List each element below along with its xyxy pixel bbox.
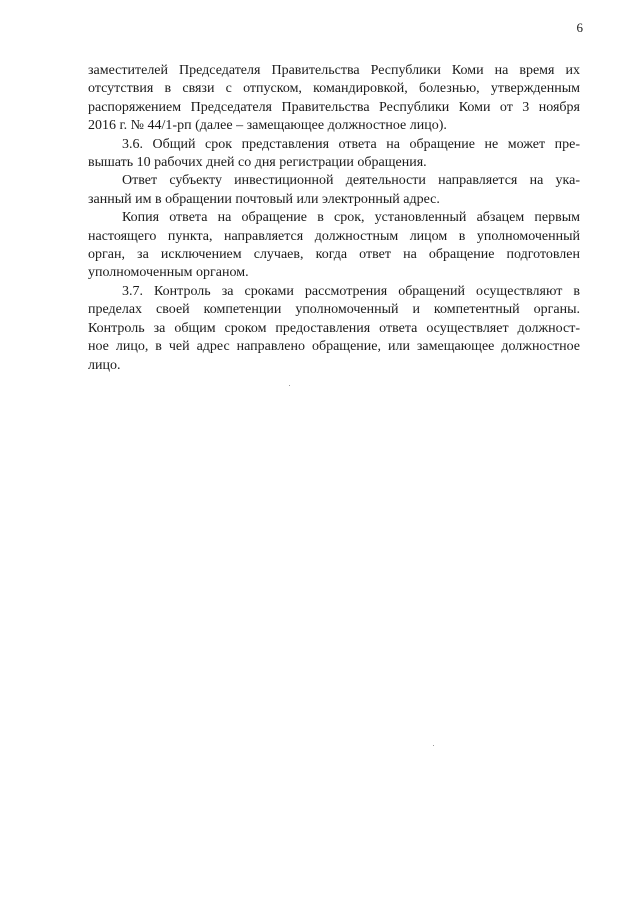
text-line: лицо.: [88, 357, 121, 373]
document-body: [88, 62, 580, 375]
text-line: 3.7. Контроль за сроками рассмотрения обращений осуществляют в: [122, 283, 580, 299]
text-line: настоящего пункта, направляется должностным лицом в уполномоченный: [88, 228, 580, 244]
text-line: распоряжением Председателя Правительства Республики Коми от 3 ноября: [88, 99, 580, 115]
scan-speck: [289, 385, 290, 386]
text-line: отсутствия в связи с отпуском, командировкой, болезнью, утвержденным: [88, 81, 580, 97]
text-line: Ответ субъекту инвестиционной деятельности направляется на ука-: [122, 173, 580, 189]
page-number: 6: [576, 20, 583, 35]
text-line: 3.6. Общий срок представления ответа на обращение не может пре-: [122, 136, 580, 152]
paragraph-item-3-6: [88, 136, 580, 173]
text-line: орган, за исключением случаев, когда ответ на обращение подготовлен: [88, 247, 580, 263]
paragraph-answer-sent: [88, 172, 580, 209]
text-line: пределах своей компетенции уполномоченный и компетентный органы.: [88, 302, 580, 318]
text-line: Контроль за общим сроком предоставления ответа осуществляет должност-: [88, 320, 580, 336]
paragraph-item-3-7: [88, 283, 580, 375]
paragraph-continuation: [88, 62, 580, 136]
text-line: Копия ответа на обращение в срок, установленный абзацем первым: [122, 210, 580, 226]
text-line: уполномоченным органом.: [88, 265, 249, 281]
text-line: занный им в обращении почтовый или электронный адрес.: [88, 191, 440, 207]
text-line: вышать 10 рабочих дней со дня регистрации обращения.: [88, 155, 427, 171]
text-line: 2016 г. № 44/1-рп (далее – замещающее должностное лицо).: [88, 118, 447, 134]
paragraph-answer-copy: [88, 209, 580, 283]
text-line: заместителей Председателя Правительства Республики Коми на время их: [88, 63, 580, 78]
scan-speck: [433, 745, 434, 746]
text-line: ное лицо, в чей адрес направлено обращение, или замещающее должностное: [88, 339, 580, 355]
